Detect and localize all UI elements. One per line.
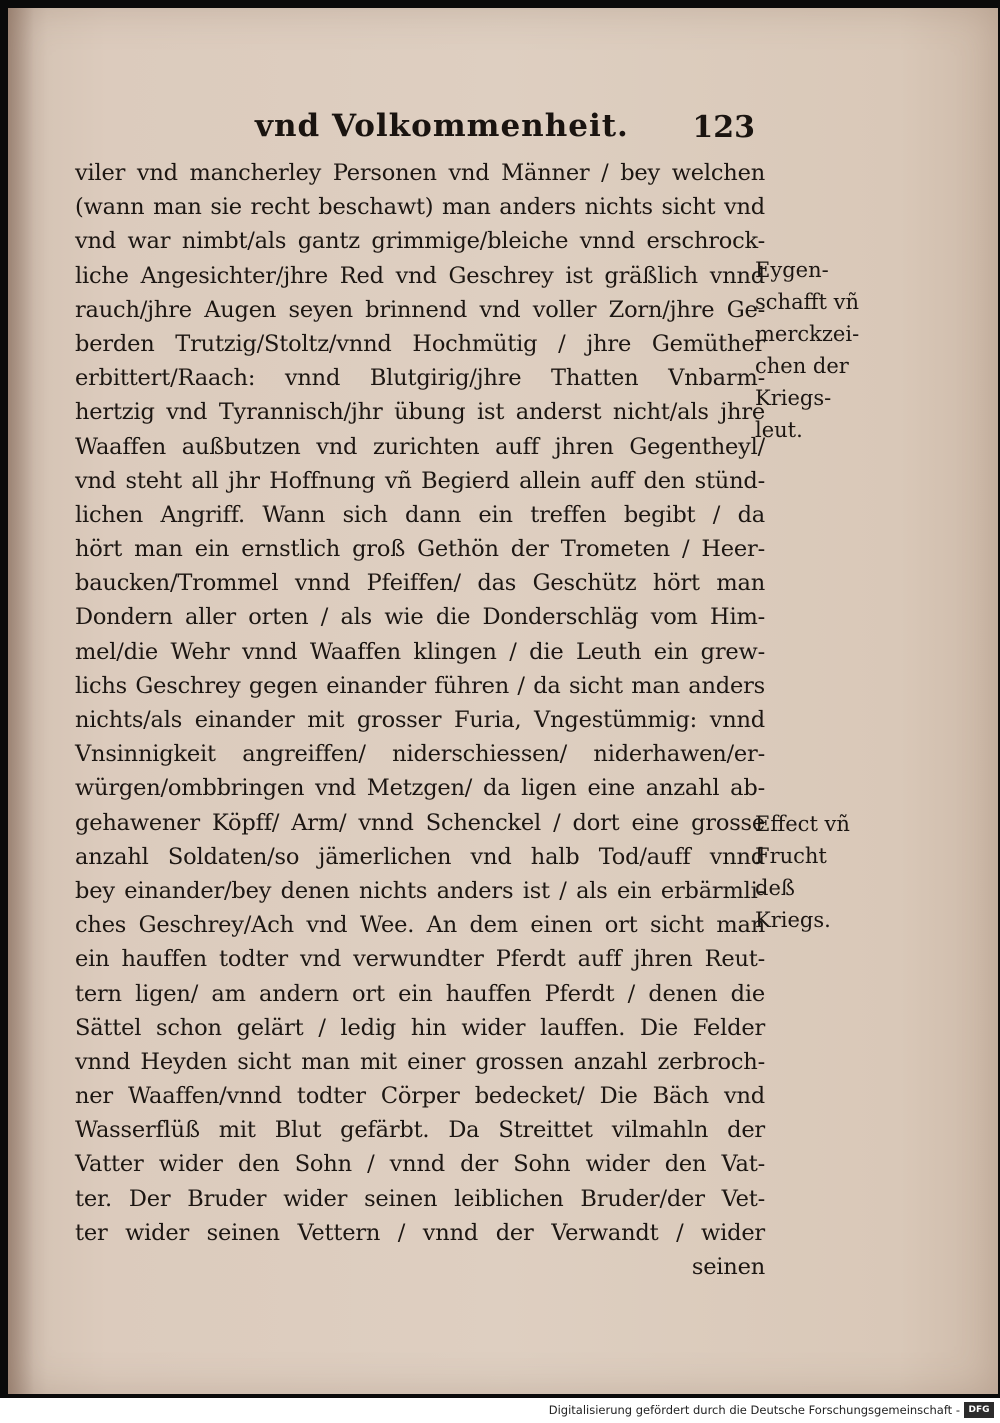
text-line: ches Geschrey/Ach vnd Wee. An dem einen ort sicht man bbox=[75, 912, 765, 939]
margin-note-line: Effect vñ bbox=[755, 812, 850, 836]
text-line: bey einander/bey denen nichts anders ist / als ein erbärmli- bbox=[75, 877, 765, 904]
text-line: erbittert/Raach: vnnd Blutgirig/jhre Thatten Vnbarm- bbox=[75, 365, 765, 392]
page-number: 123 bbox=[692, 110, 755, 145]
text-line: ter wider seinen Vettern / vnnd der Verwandt / wider bbox=[75, 1219, 765, 1246]
text-line: lichs Geschrey gegen einander führen / da sicht man anders bbox=[75, 672, 765, 699]
margin-note-line: leut. bbox=[755, 418, 803, 442]
running-head bbox=[255, 108, 755, 152]
text-line: liche Angesichter/jhre Red vnd Geschrey ist gräßlich vnnd bbox=[75, 262, 765, 289]
running-title: vnd Volkommenheit. bbox=[255, 108, 629, 144]
text-line: mel/die Wehr vnnd Waaffen klingen / die Leuth ein grew- bbox=[75, 638, 765, 665]
margin-note-line: merckzei- bbox=[755, 322, 860, 346]
text-line: ner Waaffen/vnnd todter Cörper bedecket/ Die Bäch vnd bbox=[75, 1083, 765, 1110]
text-line: hertzig vnd Tyrannisch/jhr übung ist anderst nicht/als jhre bbox=[75, 399, 765, 426]
dfg-logo: DFG bbox=[964, 1402, 994, 1418]
margin-note-line: chen der bbox=[755, 354, 849, 378]
main-text-block bbox=[75, 156, 765, 1284]
text-line: Vnsinnigkeit angreiffen/ niderschiessen/ niderhawen/er- bbox=[75, 741, 765, 768]
text-line: berden Trutzig/Stoltz/vnnd Hochmütig / jhre Gemüther bbox=[75, 330, 765, 357]
footer-bar bbox=[0, 1398, 1000, 1423]
text-line: lichen Angriff. Wann sich dann ein treffen begibt / da bbox=[75, 501, 765, 528]
text-line: vnd war nimbt/als gantz grimmige/bleiche vnnd erschrock- bbox=[75, 228, 765, 255]
text-line: Wasserflüß mit Blut gefärbt. Da Streittet vilmahln der bbox=[75, 1117, 765, 1144]
margin-note-line: schafft vñ bbox=[755, 290, 860, 314]
text-line: (wann man sie recht beschawt) man anders nichts sicht vnd bbox=[75, 194, 765, 221]
text-line: tern ligen/ am andern ort ein hauffen Pferdt / denen die bbox=[75, 980, 765, 1007]
text-line: Dondern aller orten / als wie die Donderschläg vom Him- bbox=[75, 604, 765, 631]
margin-note-line: Eygen- bbox=[755, 258, 829, 282]
text-line: rauch/jhre Augen seyen brinnend vnd voller Zorn/jhre Ge- bbox=[75, 296, 765, 323]
text-line: baucken/Trommel vnnd Pfeiffen/ das Geschütz hört man bbox=[75, 570, 765, 597]
margin-note-line: Frucht bbox=[755, 844, 827, 868]
text-line: vnd steht all jhr Hoffnung vñ Begierd allein auff den stünd- bbox=[75, 467, 765, 494]
margin-note-1 bbox=[755, 254, 860, 446]
text-line: ein hauffen todter vnd verwundter Pferdt auff jhren Reut- bbox=[75, 946, 765, 973]
margin-note-2 bbox=[755, 808, 855, 936]
text-line: vnnd Heyden sicht man mit einer grossen anzahl zerbroch- bbox=[75, 1048, 765, 1075]
margin-note-line: deß bbox=[755, 876, 795, 900]
margin-note-line: Kriegs. bbox=[755, 908, 831, 932]
text-line: nichts/als einander mit grosser Furia, Vngestümmig: vnnd bbox=[75, 707, 765, 733]
text-line: seinen bbox=[691, 1254, 765, 1280]
footer-credit: Digitalisierung gefördert durch die Deutsche Forschungsgemeinschaft - bbox=[548, 1403, 960, 1417]
text-line: Waaffen außbutzen vnd zurichten auff jhren Gegentheyl/ bbox=[75, 433, 765, 460]
text-line: viler vnd mancherley Personen vnd Männer / bey welchen bbox=[75, 160, 765, 186]
text-line: Vatter wider den Sohn / vnnd der Sohn wider den Vat- bbox=[75, 1151, 765, 1178]
text-line: ter. Der Bruder wider seinen leiblichen Bruder/der Vet- bbox=[75, 1185, 765, 1212]
text-line: anzahl Soldaten/so jämerlichen vnd halb Tod/auff vnnd bbox=[75, 843, 765, 870]
text-line: gehawener Köpff/ Arm/ vnnd Schenckel / dort eine grosse bbox=[75, 809, 765, 836]
text-line: würgen/ombbringen vnd Metzgen/ da ligen eine anzahl ab- bbox=[75, 775, 765, 802]
text-line: Sättel schon gelärt / ledig hin wider lauffen. Die Felder bbox=[75, 1014, 765, 1041]
text-line: hört man ein ernstlich groß Gethön der Trometen / Heer- bbox=[75, 536, 765, 563]
margin-note-line: Kriegs- bbox=[755, 386, 832, 410]
